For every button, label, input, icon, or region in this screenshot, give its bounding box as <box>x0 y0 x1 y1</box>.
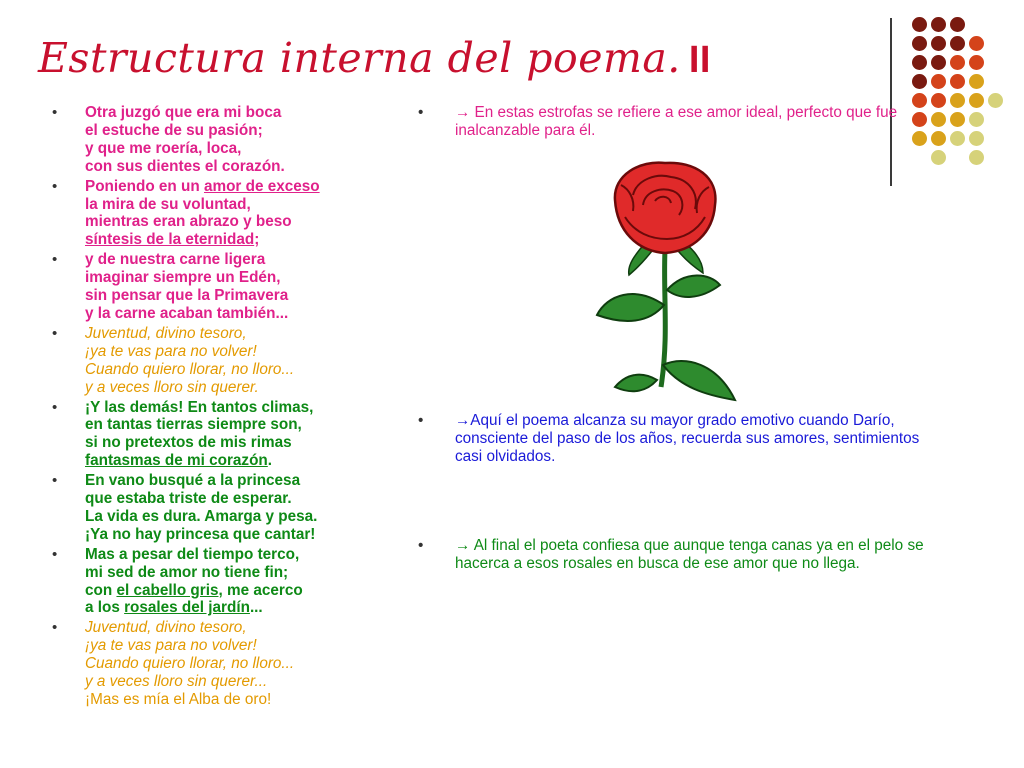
arrow-icon: → <box>455 412 471 429</box>
stanza-line: imaginar siempre un Edén, <box>85 269 281 287</box>
stanza-line: que estaba triste de esperar. <box>85 490 292 508</box>
slide-title-numeral: II <box>688 39 711 81</box>
stanza-line: mientras eran abrazo y beso <box>85 213 292 231</box>
link-rosales-del-jardin[interactable]: rosales del jardín <box>124 599 250 617</box>
link-sintesis-de-la-eternidad[interactable]: síntesis de la eternidad <box>85 231 255 249</box>
stanza-line: • y de nuestra carne ligera <box>85 251 266 269</box>
stanza-2 <box>52 178 397 250</box>
stanza-final-line: ¡Mas es mía el Alba de oro! <box>85 691 272 708</box>
dot <box>969 112 984 127</box>
stanza-line: ¡ya te vas para no volver! <box>85 342 257 360</box>
dot <box>950 74 965 89</box>
rose-leaf <box>667 275 720 296</box>
poem-stanza-list <box>52 104 397 711</box>
dot <box>950 36 965 51</box>
dot <box>969 93 984 108</box>
stanza-line: y la carne acaban también... <box>85 304 289 322</box>
stanza-line: y a veces lloro sin querer... <box>85 673 268 691</box>
stanza-line <box>85 231 397 249</box>
commentary-text: Al final el poeta confiesa que aunque tenga canas ya en el pelo se hacerca a esos rosales en busca de ese amor que no llega. <box>455 537 924 572</box>
dot <box>950 55 965 70</box>
commentary-item-2 <box>418 412 925 466</box>
stanza-line: y a veces lloro sin querer. <box>85 378 259 396</box>
dot <box>950 131 965 146</box>
stanza-6 <box>52 472 397 544</box>
dot <box>912 74 927 89</box>
link-amor-de-exceso[interactable]: amor de exceso <box>203 177 320 195</box>
stanza-line <box>85 582 397 600</box>
dot <box>931 36 946 51</box>
stanza-line: • Otra juzgó que era mi boca <box>85 104 282 121</box>
divider-line <box>890 18 892 186</box>
commentary-text: En estas estrofas se refiere a ese amor ideal, perfecto que fue inalcanzable para él. <box>455 104 898 139</box>
dot <box>969 36 984 51</box>
stanza-line: Cuando quiero llorar, no lloro... <box>85 655 295 673</box>
stanza-1 <box>52 104 397 176</box>
stanza-line: mi sed de amor no tiene fin; <box>85 563 289 581</box>
stanza-line: • Mas a pesar del tiempo terco, <box>85 545 300 563</box>
stanza-line: el estuche de su pasión; <box>85 121 263 139</box>
dot <box>988 93 1003 108</box>
rose-leaf <box>597 294 664 321</box>
stanza-line: en tantas tierras siempre son, <box>85 416 302 434</box>
stanza-line: • Juventud, divino tesoro, <box>85 619 247 637</box>
stanza-4 <box>52 325 397 397</box>
stanza-line: • En vano busqué a la princesa <box>85 472 301 490</box>
stanza-line: y que me roería, loca, <box>85 139 242 157</box>
dot <box>912 55 927 70</box>
link-el-cabello-gris[interactable]: el cabello gris <box>116 581 219 599</box>
stanza-line: con sus dientes el corazón. <box>85 157 285 175</box>
rose-leaf <box>615 375 657 392</box>
dot <box>912 17 927 32</box>
dot <box>950 112 965 127</box>
rose-illustration <box>585 155 745 405</box>
dot <box>931 55 946 70</box>
stanza-text: Poniendo en un <box>85 177 204 195</box>
link-fantasmas-de-mi-corazon[interactable]: fantasmas de mi corazón <box>85 452 268 470</box>
commentary-item-1 <box>418 104 925 140</box>
stanza-5 <box>52 399 397 471</box>
commentary-text: Aquí el poema alcanza su mayor grado emotivo cuando Darío, consciente del paso de los años, recuerda sus amores, sentimientos casi olvidados. <box>455 412 920 465</box>
commentary-item-3 <box>418 537 925 573</box>
stanza-line <box>85 178 397 196</box>
dot <box>969 131 984 146</box>
dot <box>912 36 927 51</box>
stanza-text: , me acerco <box>218 581 303 599</box>
arrow-icon: → <box>455 104 471 121</box>
stanza-line <box>85 599 397 617</box>
dot <box>931 131 946 146</box>
stanza-line <box>85 452 397 470</box>
stanza-line: La vida es dura. Amarga y pesa. <box>85 507 318 525</box>
dot <box>931 74 946 89</box>
dot <box>969 55 984 70</box>
dot <box>969 150 984 165</box>
stanza-3 <box>52 251 397 323</box>
stanza-text: ... <box>249 599 263 617</box>
stanza-text: a los <box>85 599 125 617</box>
stanza-text: con <box>85 581 117 599</box>
slide-title <box>38 34 711 82</box>
slide-title-text: Estructura interna del poema. <box>38 34 681 82</box>
stanza-line: la mira de su voluntad, <box>85 195 251 213</box>
dot <box>969 74 984 89</box>
stanza-8 <box>52 619 397 709</box>
stanza-line: • ¡Y las demás! En tantos climas, <box>85 398 314 416</box>
stanza-7 <box>52 546 397 618</box>
stanza-line: sin pensar que la Primavera <box>85 287 289 305</box>
dot <box>950 93 965 108</box>
stanza-text: . <box>267 452 273 470</box>
dot <box>950 17 965 32</box>
dot <box>931 93 946 108</box>
stanza-text: ; <box>254 231 260 249</box>
arrow-icon: → <box>455 537 471 554</box>
stanza-line: ¡ya te vas para no volver! <box>85 637 257 655</box>
dot <box>931 17 946 32</box>
stanza-line: Cuando quiero llorar, no lloro... <box>85 360 295 378</box>
rose-leaf <box>663 361 735 400</box>
stanza-line: ¡Ya no hay princesa que cantar! <box>85 525 316 543</box>
stanza-line: si no pretextos de mis rimas <box>85 434 292 452</box>
dot <box>931 150 946 165</box>
dot <box>931 112 946 127</box>
stanza-line: • Juventud, divino tesoro, <box>85 324 247 342</box>
